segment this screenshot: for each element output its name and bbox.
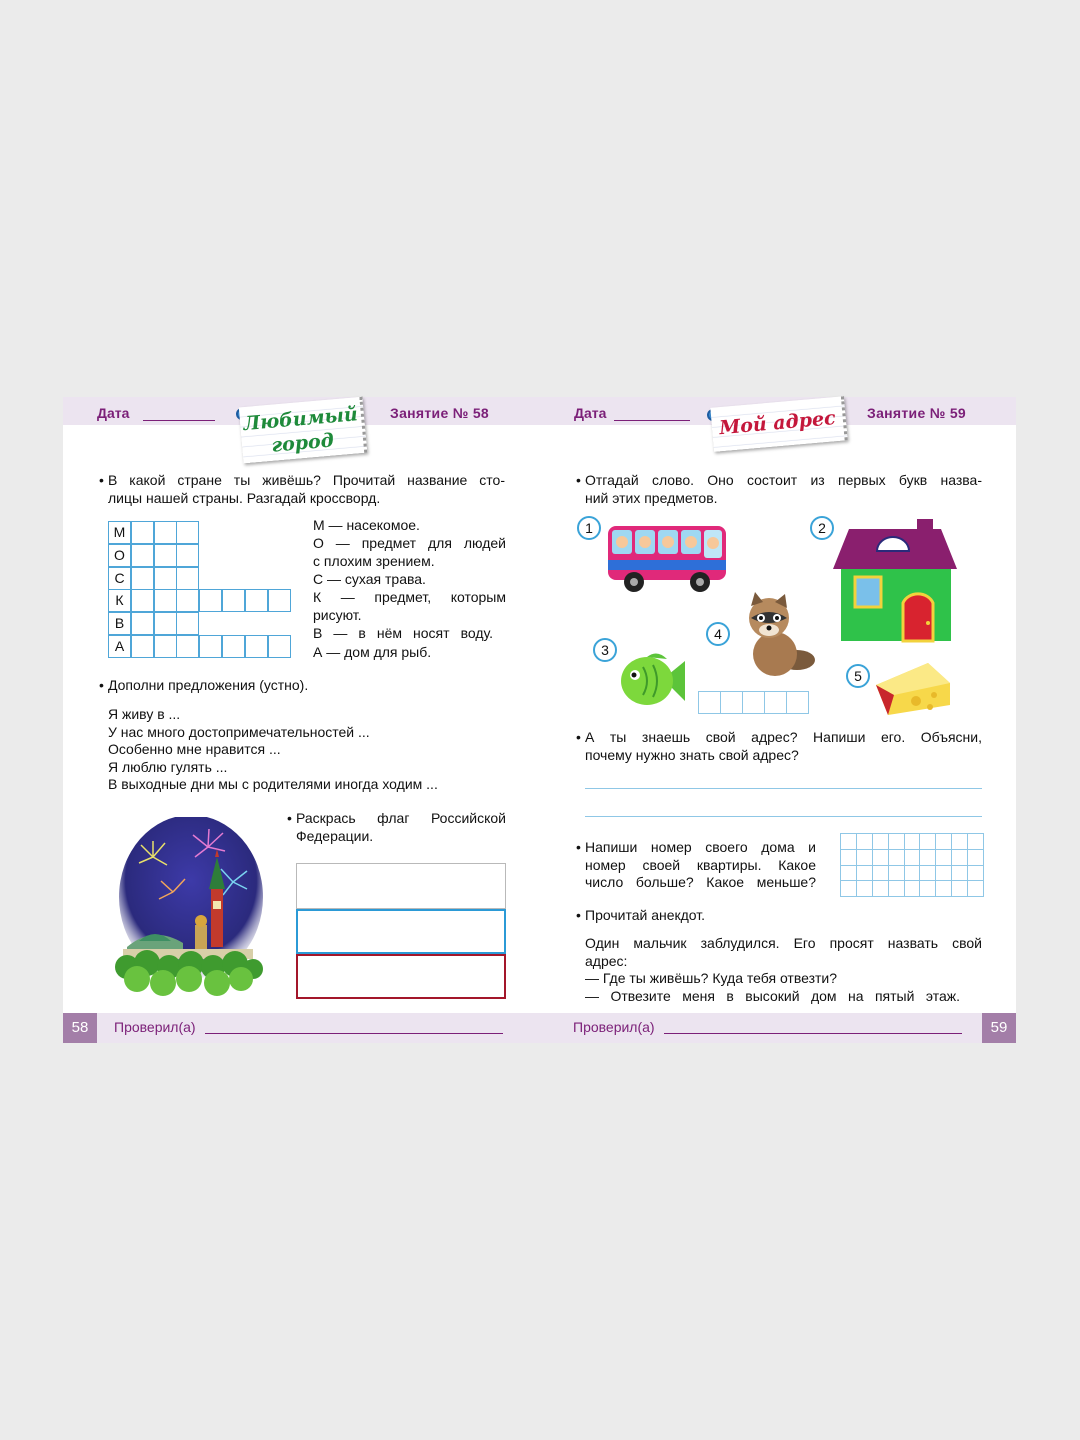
clue-5: В — в нём носят воду. (313, 625, 493, 641)
crossword-answer-cell[interactable] (222, 635, 245, 658)
clue-4: К — предмет, которым (313, 589, 506, 605)
crossword-letter: К (115, 592, 124, 609)
crossword-answer-cell[interactable] (176, 612, 199, 635)
checked-line (205, 1033, 503, 1034)
grid-cell[interactable] (904, 849, 921, 866)
date-line (614, 420, 690, 421)
grid-cell[interactable] (888, 865, 905, 882)
task1-line2: ний этих предметов. (585, 489, 718, 506)
task3-line2: Федерации. (296, 827, 374, 844)
page-number: 58 (63, 1013, 97, 1043)
grid-cell[interactable] (967, 833, 984, 850)
bullet: • (576, 907, 581, 923)
grid-cell[interactable] (856, 849, 873, 866)
clue-2: О — предмет для людей (313, 535, 506, 551)
grid-cell[interactable] (919, 833, 936, 850)
flag-stripe-white[interactable] (296, 863, 506, 909)
topic-title-line1: Любимый (242, 403, 359, 436)
grid-cell[interactable] (856, 833, 873, 850)
raccoon-illustration (737, 592, 817, 682)
topic-note (239, 397, 367, 464)
crossword-answer-cell[interactable] (176, 544, 199, 567)
grid-cell[interactable] (872, 880, 889, 897)
grid-cell[interactable] (919, 865, 936, 882)
task2-line2: почему нужно знать свой адрес? (585, 746, 799, 763)
crossword-answer-cell[interactable] (154, 612, 177, 635)
bullet: • (287, 810, 292, 826)
grid-cell[interactable] (935, 865, 952, 882)
crossword-answer-cell[interactable] (268, 635, 291, 658)
clue-1: М — насекомое. (313, 517, 420, 533)
sentence-line-1: Я живу в ... (108, 706, 181, 722)
crossword-answer-cell[interactable] (199, 635, 222, 658)
date-line (143, 420, 215, 421)
crossword-answer-cell[interactable] (176, 521, 199, 544)
writing-line-2[interactable] (585, 816, 982, 817)
grid-cell[interactable] (951, 849, 968, 866)
bullet: • (99, 472, 104, 488)
clue-2-cont: с плохим зрением. (313, 553, 435, 569)
task3-line1: Раскрась флаг Российской (296, 810, 506, 826)
task1-line2: лицы нашей страны. Разгадай кроссворд. (108, 489, 381, 506)
writing-line-1[interactable] (585, 788, 982, 789)
grid-cell[interactable] (840, 849, 857, 866)
grid-cell[interactable] (856, 865, 873, 882)
grid-cell[interactable] (856, 880, 873, 897)
picture-number-4: 4 (706, 622, 730, 646)
crossword-answer-cell[interactable] (176, 567, 199, 590)
grid-cell[interactable] (872, 849, 889, 866)
joke-line-1: Один мальчик заблудился. Его просят назвать свой (585, 935, 982, 951)
crossword-answer-cell[interactable] (154, 544, 177, 567)
grid-cell[interactable] (840, 880, 857, 897)
bullet: • (576, 839, 581, 855)
flag-stripe-blue[interactable] (296, 909, 506, 954)
sentence-line-3: Особенно мне нравится ... (108, 741, 281, 757)
grid-cell[interactable] (840, 865, 857, 882)
task2-line1: А ты знаешь свой адрес? Напиши его. Объясни, (585, 729, 982, 745)
crossword-answer-cell[interactable] (154, 521, 177, 544)
crossword-answer-cell[interactable] (131, 544, 154, 567)
clue-3: С — сухая трава. (313, 571, 426, 587)
number-grid[interactable] (840, 833, 983, 896)
crossword-answer-cell[interactable] (131, 521, 154, 544)
crossword-letter: С (114, 569, 125, 586)
grid-cell[interactable] (935, 833, 952, 850)
sentence-line-2: У нас много достопримечательностей ... (108, 723, 370, 740)
picture-number-2: 2 (810, 516, 834, 540)
crossword-answer-cell[interactable] (131, 589, 154, 612)
bullet: • (576, 729, 581, 745)
grid-cell[interactable] (904, 865, 921, 882)
crossword-letter: М (113, 524, 126, 540)
sentence-line-5: В выходные дни мы с родителями иногда ходим ... (108, 776, 438, 792)
answer-box[interactable] (786, 691, 809, 714)
task3-line3: число больше? Какое меньше? (585, 874, 816, 890)
crossword-answer-cell[interactable] (131, 635, 154, 658)
crossword-answer-cell[interactable] (176, 635, 199, 658)
grid-cell[interactable] (951, 880, 968, 897)
picture-number-5: 5 (846, 664, 870, 688)
date-label: Дата (574, 405, 607, 421)
date-label: Дата (97, 405, 130, 421)
task1-line1: Отгадай слово. Оно состоит из первых букв назва- (585, 472, 982, 488)
answer-box[interactable] (698, 691, 721, 714)
joke-line-2: адрес: (585, 952, 628, 969)
crossword-answer-cell[interactable] (199, 589, 222, 612)
crossword-answer-cell[interactable] (131, 567, 154, 590)
flag-stripe-red[interactable] (296, 954, 506, 999)
fish-illustration (617, 645, 687, 715)
grid-cell[interactable] (904, 833, 921, 850)
grid-cell[interactable] (967, 880, 984, 897)
answer-box[interactable] (764, 691, 787, 714)
crossword-answer-cell[interactable] (222, 589, 245, 612)
grid-cell[interactable] (951, 833, 968, 850)
clue-6: А — дом для рыб. (313, 644, 432, 660)
topic-title-line2: город (270, 429, 335, 457)
grid-cell[interactable] (967, 865, 984, 882)
grid-cell[interactable] (967, 849, 984, 866)
page-number: 59 (982, 1013, 1016, 1043)
answer-box[interactable] (720, 691, 743, 714)
bullet: • (576, 472, 581, 488)
kremlin-fireworks-illustration (113, 817, 263, 999)
crossword-answer-cell[interactable] (154, 589, 177, 612)
grid-cell[interactable] (904, 880, 921, 897)
bullet: • (99, 677, 104, 693)
crossword-answer-cell[interactable] (245, 589, 268, 612)
left-page (63, 397, 540, 1043)
picture-number-1: 1 (577, 516, 601, 540)
lesson-number: Занятие № 58 (390, 405, 489, 421)
task4-title: Прочитай анекдот. (585, 907, 706, 923)
crossword-letter: О (114, 546, 125, 563)
grid-cell[interactable] (919, 880, 936, 897)
sentence-line-4: Я люблю гулять ... (108, 758, 228, 775)
checked-label: Проверил(а) (114, 1019, 196, 1035)
crossword-letter: А (114, 638, 125, 654)
crossword-answer-cell[interactable] (245, 635, 268, 658)
joke-line-4: — Отвезите меня в высокий дом на пятый этаж. (585, 987, 960, 1004)
task1-line1: В какой стране ты живёшь? Прочитай название сто- (108, 472, 505, 488)
house-illustration (831, 517, 959, 643)
task3-line1: Напиши номер своего дома и (585, 839, 816, 855)
joke-line-3: — Где ты живёшь? Куда тебя отвезти? (585, 970, 838, 986)
crossword-answer-cell[interactable] (131, 612, 154, 635)
grid-cell[interactable] (951, 865, 968, 882)
clue-4-cont: рисуют. (313, 607, 362, 623)
lesson-number: Занятие № 59 (867, 405, 966, 421)
grid-cell[interactable] (840, 833, 857, 850)
grid-cell[interactable] (888, 849, 905, 866)
crossword-letter: В (114, 615, 125, 632)
crossword-answer-cell[interactable] (154, 635, 177, 658)
grid-cell[interactable] (935, 849, 952, 866)
grid-cell[interactable] (935, 880, 952, 897)
grid-cell[interactable] (888, 833, 905, 850)
workbook-spread (63, 397, 1016, 1043)
grid-cell[interactable] (919, 849, 936, 866)
picture-number-3: 3 (593, 638, 617, 662)
grid-cell[interactable] (872, 865, 889, 882)
task2-title: Дополни предложения (устно). (108, 677, 309, 693)
bus-illustration (604, 520, 730, 598)
grid-cell[interactable] (888, 880, 905, 897)
task3-line2: номер своей квартиры. Какое (585, 856, 816, 873)
grid-cell[interactable] (872, 833, 889, 850)
crossword-answer-cell[interactable] (176, 589, 199, 612)
crossword-answer-cell[interactable] (154, 567, 177, 590)
answer-box[interactable] (742, 691, 765, 714)
answer-boxes[interactable] (698, 691, 813, 714)
topic-title: Мой адрес (718, 407, 837, 440)
checked-line (664, 1033, 962, 1034)
right-page (540, 397, 1016, 1043)
flag-outline (296, 863, 506, 999)
crossword-answer-cell[interactable] (268, 589, 291, 612)
checked-label: Проверил(а) (573, 1019, 655, 1035)
cheese-illustration (872, 661, 952, 719)
